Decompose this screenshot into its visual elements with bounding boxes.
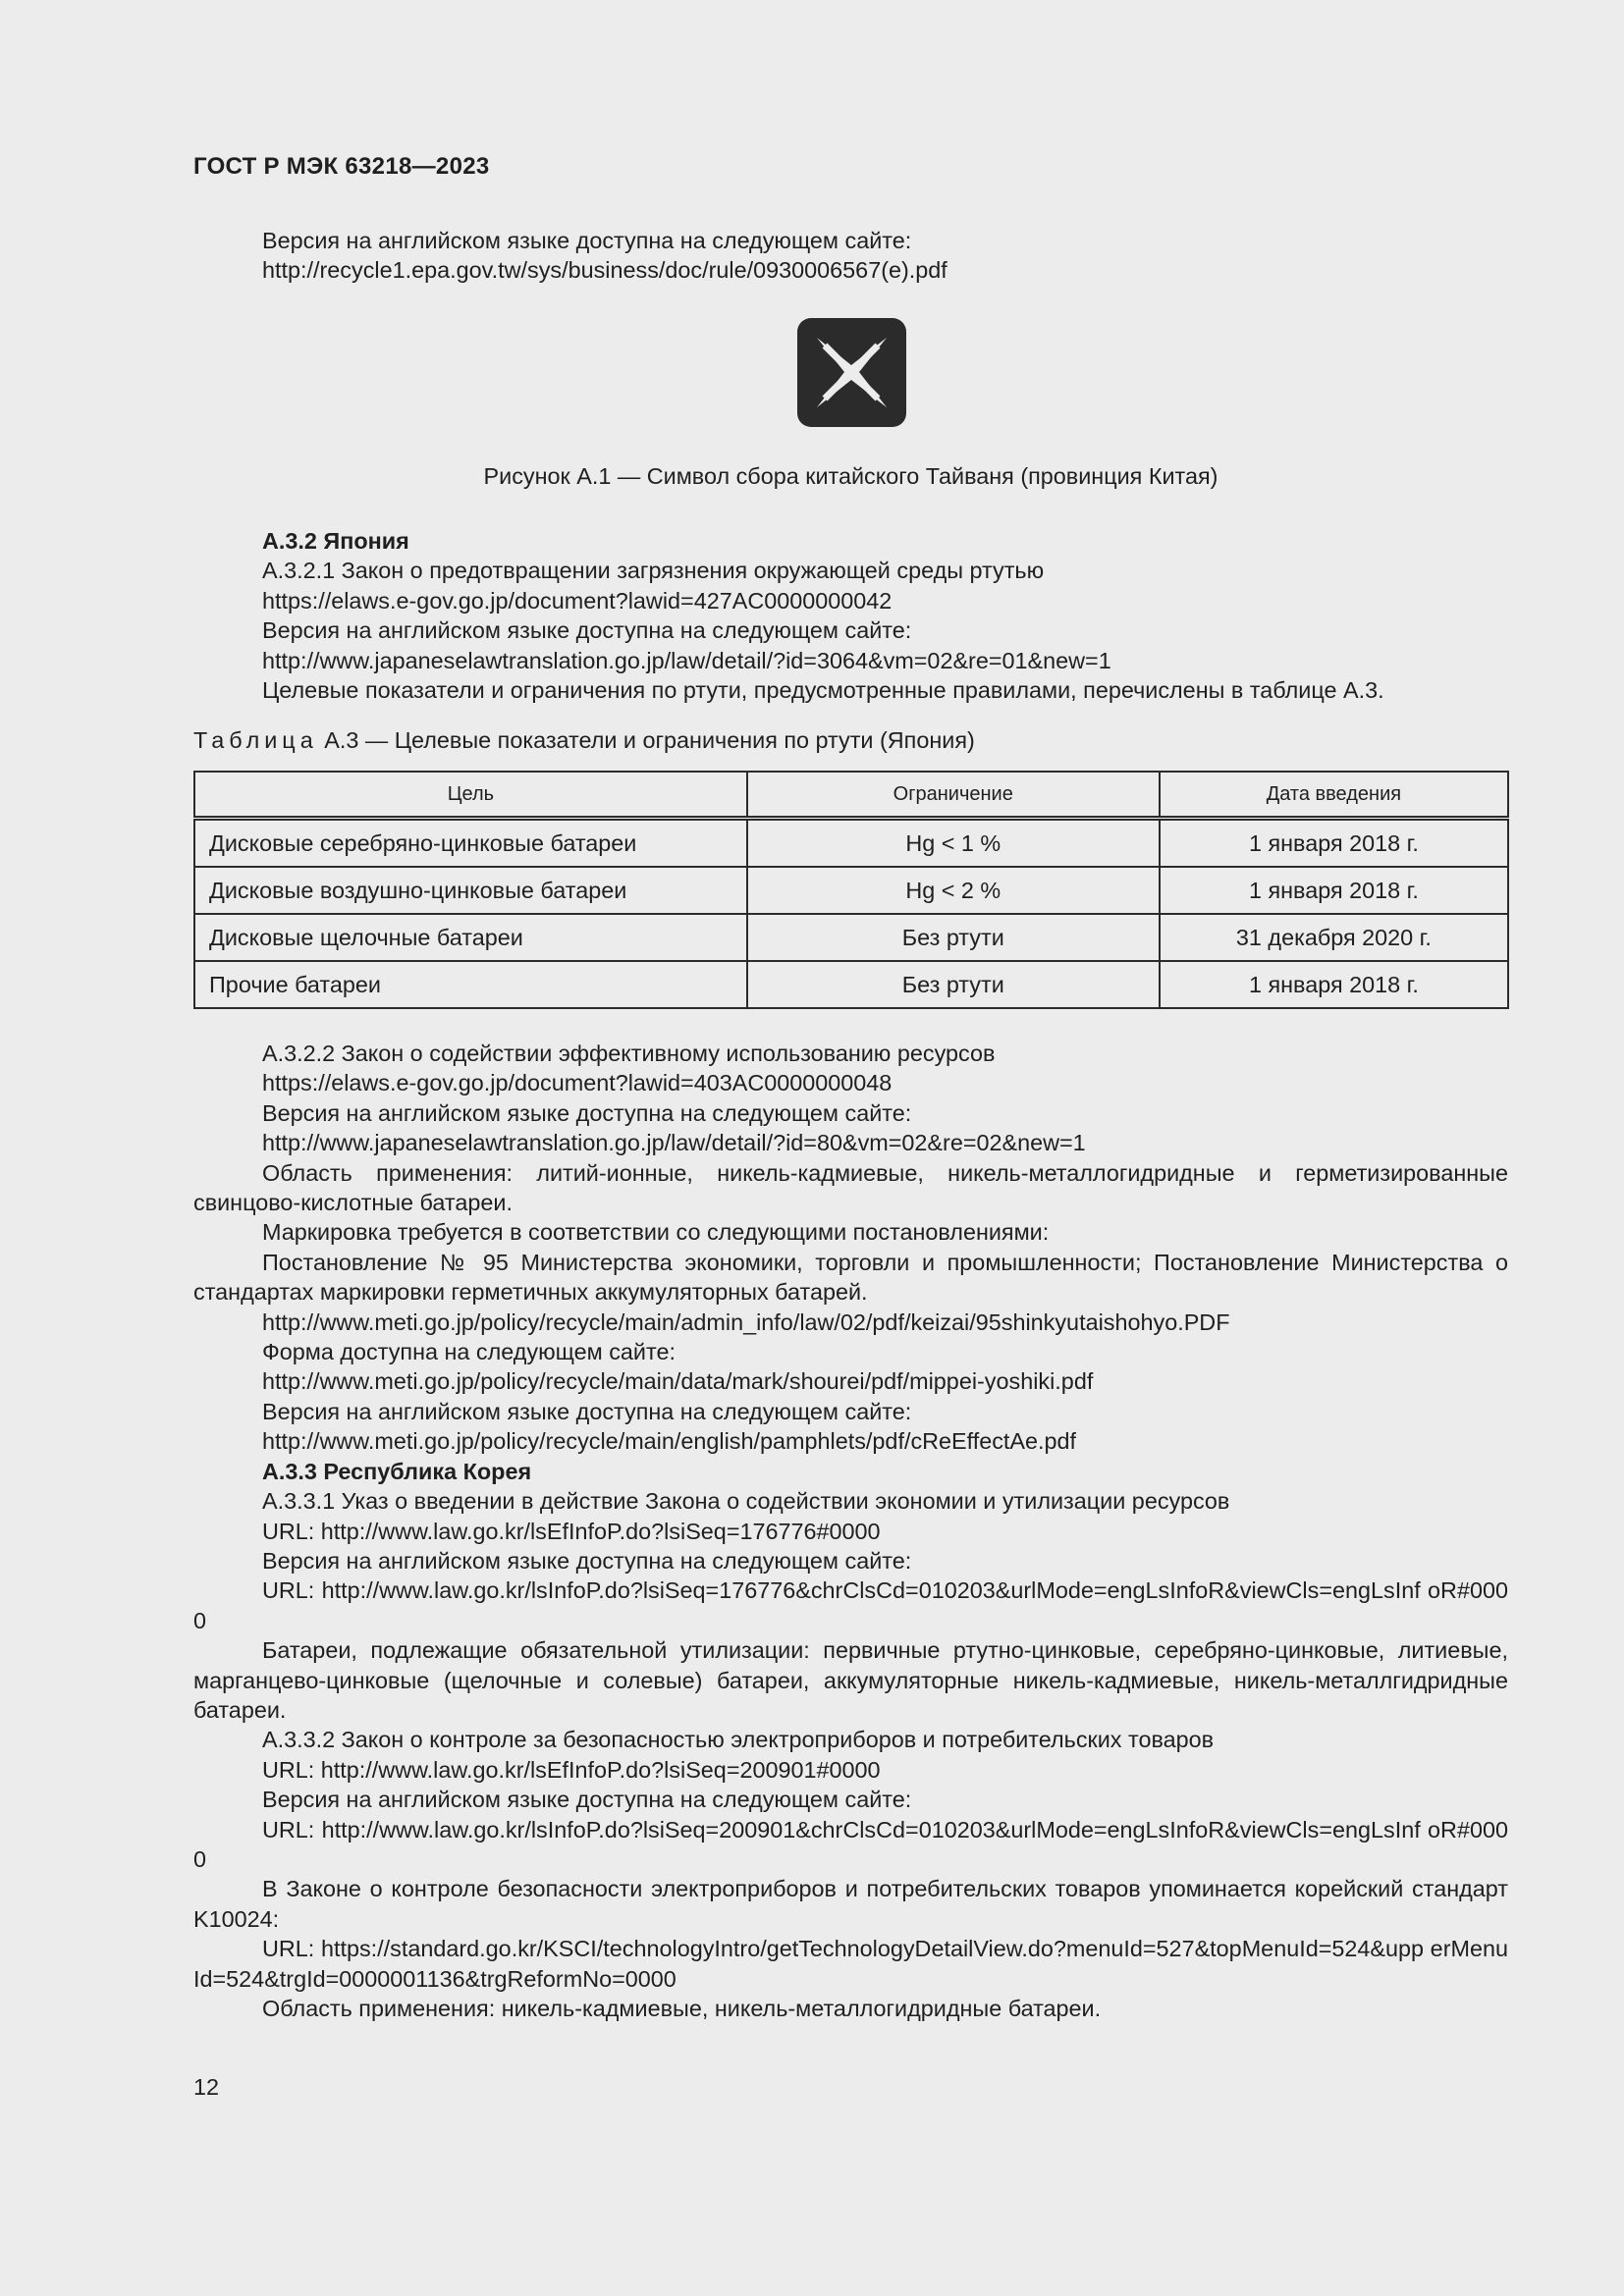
korea-batteries-paragraph: Батареи, подлежащие обязательной утилизации: первичные ртутно-цинковые, серебряно-цинковые, литиевые, марганцево-цинковые (щелочные и солевые) батареи, аккумуляторные никель-кадмиевые, никель-металлгидридные батареи.: [193, 1637, 1508, 1723]
korea-scope-line: Область применения: никель-кадмиевые, никель-металлогидридные батареи.: [262, 1996, 1102, 2021]
japan-form-url: http://www.meti.go.jp/policy/recycle/main/data/mark/shourei/pdf/mippei-yoshiki.pdf: [262, 1368, 1094, 1395]
korea-english-url-1: URL: http://www.law.go.kr/lsInfoP.do?lsiSeq=176776&chrClsCd=010203&urlMode=engLsInfoR&viewCls=engLsInf oR#0000: [193, 1577, 1508, 1633]
intro-block: [193, 226, 1577, 286]
japan-law-1-url: https://elaws.e-gov.go.jp/document?lawid=427AC0000000042: [262, 587, 893, 614]
cell-limit: Без ртути: [747, 961, 1160, 1008]
japan-pamphlet-url: http://www.meti.go.jp/policy/recycle/main/english/pamphlets/pdf/cReEffectAe.pdf: [262, 1428, 1077, 1455]
korea-law-2-english-note: Версия на английском языке доступна на следующем сайте:: [262, 1787, 912, 1813]
japan-law-1: А.3.2.1 Закон о предотвращении загрязнения окружающей среды ртутью: [262, 558, 1045, 584]
japan-law-2-url: https://elaws.e-gov.go.jp/document?lawid=403AC0000000048: [262, 1070, 893, 1096]
mercury-limits-table: [193, 771, 1509, 1009]
document-header: ГОСТ Р МЭК 63218—2023: [193, 153, 490, 180]
table-label: Таблица: [193, 727, 318, 753]
cell-date: 31 декабря 2020 г.: [1160, 914, 1508, 961]
japan-section-2: [193, 1039, 1508, 2023]
table-row: [194, 867, 1508, 914]
intro-text: Версия на английском языке доступна на следующем сайте:: [262, 228, 912, 253]
japan-law-2-english-note: Версия на английском языке доступна на следующем сайте:: [262, 1099, 912, 1126]
japan-law-2-english-url: http://www.japaneselawtranslation.go.jp/law/detail/?id=80&vm=02&re=02&new=1: [262, 1130, 1086, 1156]
korea-english-url-2: URL: http://www.law.go.kr/lsInfoP.do?lsiSeq=200901&chrClsCd=010203&urlMode=engLsInfoR&viewCls=engLsInf oR#0000: [193, 1816, 1508, 1872]
korea-decree-1: А.3.3.1 Указ о введении в действие Закона о содействии экономии и утилизации ресурсов: [262, 1488, 1230, 1515]
cell-target: Дисковые щелочные батареи: [194, 914, 747, 961]
col-header-date: Дата введения: [1160, 772, 1508, 819]
japan-marking-note: Маркировка требуется в соответствии со следующими постановлениями:: [262, 1219, 1050, 1246]
japan-english-note: Версия на английском языке доступна на следующем сайте:: [262, 617, 912, 644]
cell-date: 1 января 2018 г.: [1160, 819, 1508, 868]
japan-pamphlet-note: Версия на английском языке доступна на следующем сайте:: [262, 1398, 912, 1424]
japan-regulation-paragraph: Постановление № 95 Министерства экономики, торговли и промышленности; Постановление Министерства о стандартах маркировки герметичных аккумуляторных батарей.: [193, 1249, 1508, 1306]
cell-limit: Без ртути: [747, 914, 1160, 961]
table-row: [194, 819, 1508, 868]
table-title-text: А.3 — Целевые показатели и ограничения по ртути (Япония): [317, 727, 975, 753]
table-title: [193, 727, 975, 754]
japan-english-url: http://www.japaneselawtranslation.go.jp/law/detail/?id=3064&vm=02&re=01&new=1: [262, 647, 1111, 673]
cell-limit: Hg < 1 %: [747, 819, 1160, 868]
cell-date: 1 января 2018 г.: [1160, 961, 1508, 1008]
japan-section: [193, 526, 1508, 705]
cell-limit: Hg < 2 %: [747, 867, 1160, 914]
korea-standard-paragraph: В Законе о контроле безопасности электроприборов и потребительских товаров упоминается корейский стандарт K10024:: [193, 1876, 1508, 1932]
table-header-row: [194, 772, 1508, 819]
section-heading-korea: А.3.3 Республика Корея: [262, 1458, 532, 1484]
korea-standard-url: URL: https://standard.go.kr/KSCI/technologyIntro/getTechnologyDetailView.do?menuId=527&topMenuId=524&upp erMenuId=524&trgId=0000001136&trgReformNo=0000: [193, 1936, 1508, 1992]
korea-decree-1-url: URL: http://www.law.go.kr/lsEfInfoP.do?lsiSeq=176776#0000: [262, 1518, 881, 1544]
korea-law-2: А.3.3.2 Закон о контроле за безопасностью электроприборов и потребительских товаров: [262, 1727, 1215, 1753]
intro-url: http://recycle1.epa.gov.tw/sys/business/doc/rule/0930006567(e).pdf: [262, 257, 947, 284]
col-header-limit: Ограничение: [747, 772, 1160, 819]
cell-target: Дисковые воздушно-цинковые батареи: [194, 867, 747, 914]
taiwan-recycling-symbol-icon: [795, 316, 908, 429]
korea-law-2-url: URL: http://www.law.go.kr/lsEfInfoP.do?lsiSeq=200901#0000: [262, 1756, 881, 1783]
figure-caption: Рисунок А.1 — Символ сбора китайского Тайваня (провинция Китая): [483, 463, 1218, 489]
page-number: 12: [193, 2074, 220, 2100]
table-row: [194, 914, 1508, 961]
cell-date: 1 января 2018 г.: [1160, 867, 1508, 914]
cell-target: Прочие батареи: [194, 961, 747, 1008]
japan-form-note: Форма доступна на следующем сайте:: [262, 1339, 676, 1365]
korea-english-note: Версия на английском языке доступна на следующем сайте:: [262, 1547, 912, 1574]
col-header-target: Цель: [194, 772, 747, 819]
section-heading-japan: А.3.2 Япония: [262, 528, 409, 554]
japan-law-2: А.3.2.2 Закон о содействии эффективному использованию ресурсов: [262, 1041, 996, 1066]
japan-scope-paragraph: Область применения: литий-ионные, никель-кадмиевые, никель-металлогидридные и герметизированные свинцово-кислотные батареи.: [193, 1159, 1508, 1216]
cell-target: Дисковые серебряно-цинковые батареи: [194, 819, 747, 868]
japan-regulation-url: http://www.meti.go.jp/policy/recycle/main/admin_info/law/02/pdf/keizai/95shinkyutaishohyo.PDF: [262, 1308, 1230, 1335]
japan-table-ref: Целевые показатели и ограничения по ртути, предусмотренные правилами, перечислены в таблице А.3.: [262, 677, 1384, 704]
table-row: [194, 961, 1508, 1008]
